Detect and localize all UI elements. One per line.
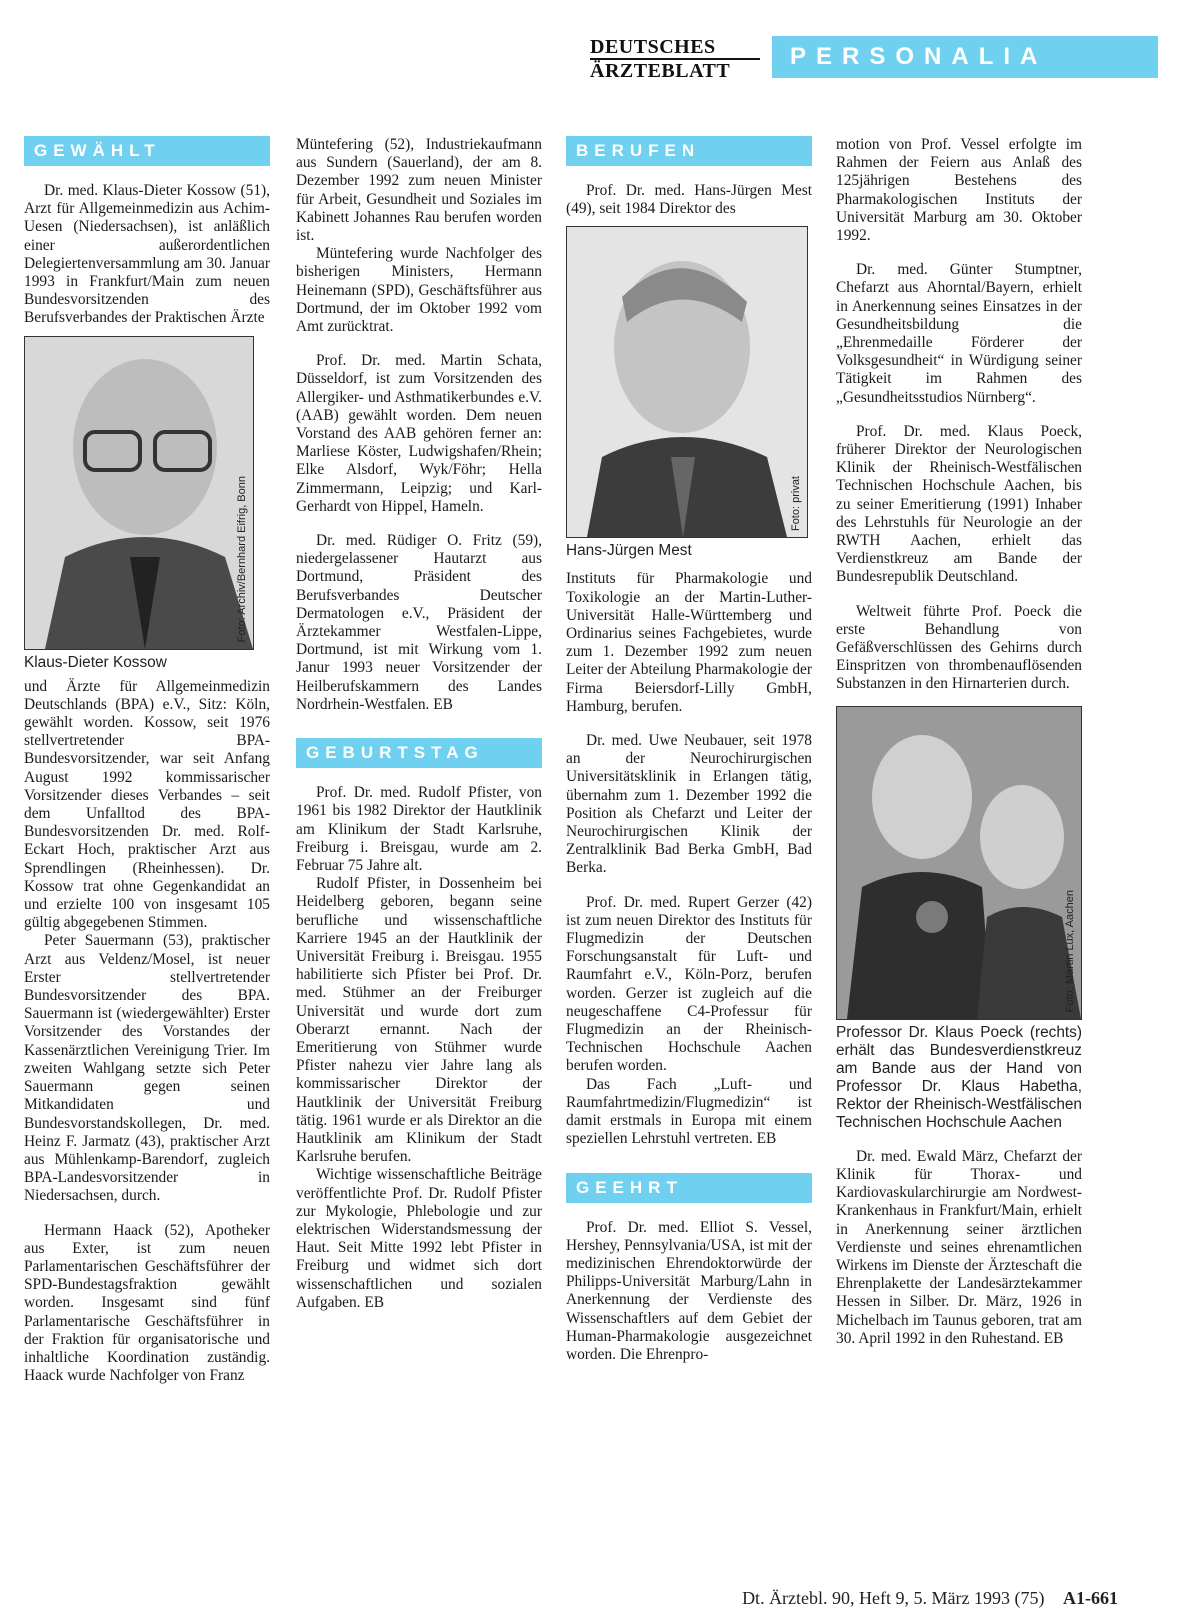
masthead-line1: DEUTSCHES (590, 36, 716, 58)
article-gerzer-2: Das Fach „Luft- und Raumfahrtmedizin/Flugmedizin“ ist damit erstmals in Europa mit einem speziellen Lehrstuhl vertreten. EB (566, 1075, 812, 1148)
heading-geburtstag: GEBURTSTAG (296, 738, 542, 768)
photo-mest (566, 226, 808, 538)
column-4 (836, 136, 1082, 1348)
footer-citation: Dt. Ärztebl. 90, Heft 9, 5. März 1993 (75) (742, 1588, 1045, 1608)
article-muentefering-2: Müntefering wurde Nachfolger des bisherigen Ministers, Hermann Heinemann (SPD), Geschäftsführer aus Dortmund, der im Oktober 1992 vom Amt zurücktrat. (296, 245, 542, 336)
article-gerzer: Prof. Dr. med. Rupert Gerzer (42) ist zum neuen Direktor des Instituts für Flugmedizin der Deutschen Forschungsanstalt für Luft- und Raumfahrt e.V., Köln-Porz, berufen worden. Gerzer ist zugleich auf die neugeschaffene C4-Professur für Flugmedizin an der Rheinisch-Technischen Hochschule Aachen berufen worden. (566, 893, 812, 1075)
heading-gewaehlt: GEWÄHLT (24, 136, 270, 166)
column-2 (296, 136, 542, 1312)
photo-kossow (24, 336, 254, 650)
section-banner: PERSONALIA (772, 36, 1158, 78)
article-mest-cont: Instituts für Pharmakologie und Toxikologie an der Martin-Luther-Universität Halle-Württemberg und Ordinarius seines Fachgebietes, wurde zum 1. Dezember 1992 zum neuen Leiter der Abteilung Pharmakologie der Firma Beiersdorf-Lilly GmbH, Hamburg, berufen. (566, 570, 812, 715)
photo-credit: Foto: privat (789, 476, 802, 532)
masthead (590, 38, 760, 80)
photo-caption: Professor Dr. Klaus Poeck (rechts) erhält das Bundesverdienstkreuz am Bande aus der Hand von Professor Dr. Klaus Habetha, Rektor der Rheinisch-Westfälischen Technischen Hochschule Aachen (836, 1023, 1082, 1131)
article-poeck: Prof. Dr. med. Klaus Poeck, früherer Direktor der Neurologischen Klinik der Rheinisch-Westfälischen Technischen Hochschule Aachen, bis zu seiner Emeritierung (1991) Inhaber des Lehrstuhls für Neurologie an der RWTH Aachen, erhielt das Verdienstkreuz am Bande der Bundesrepublik Deutschland. (836, 422, 1082, 586)
photo-caption: Hans-Jürgen Mest (566, 542, 692, 560)
article-poeck-2: Weltweit führte Prof. Poeck die erste Behandlung von Gefäßverschlüssen des Gehirns durch Einspritzen von thrombenauflösenden Substanzen in den Hirnarterien durch. (836, 602, 1082, 693)
article-mest: Prof. Dr. med. Hans-Jürgen Mest (49), seit 1984 Direktor des (566, 182, 812, 218)
article-stumptner: Dr. med. Günter Stumptner, Chefarzt aus Ahorntal/Bayern, erhielt in Anerkennung seines Einsatzes in der Gesundheitsbildung die „Ehrenmedaille Förderer der Volksgesundheit“ in Würdigung seiner Tätigkeit im Rahmen des „Gesundheitsstudios Nürnberg“. (836, 261, 1082, 406)
article-kossow: Dr. med. Klaus-Dieter Kossow (51), Arzt für Allgemeinmedizin aus Achim-Uesen (Niedersachsen), ist anläßlich einer außerordentlichen Delegiertenversammlung am 30. Januar 1993 in Frankfurt/Main zum neuen Bundesvorsitzenden des Berufsverbandes der Praktischen Ärzte (24, 182, 270, 327)
article-kossow-cont: und Ärzte für Allgemeinmedizin Deutschlands (BPA) e.V., Sitz: Köln, gewählt worden. Kossow, seit 1976 stellvertretender BPA-Bundesvorsitzender, war seit Anfang August 1992 kommissarischer Vorsitzender dieses Verbandes – seit dem Unfalltod des BPA-Bundesvorsitzenden Dr. med. Rolf-Eckart Hoch, praktischer Arzt aus Sprendlingen (Rheinhessen). Dr. Kossow trat ohne Gegenkandidat an und erzielte 100 von insgesamt 105 gültig abgegebenen Stimmen. (24, 677, 270, 932)
article-schata: Prof. Dr. med. Martin Schata, Düsseldorf, ist zum Vorsitzenden des Allergiker- und Asthmatikerbundes e.V. (AAB) gewählt worden. Dem neuen Vorstand des AAB gehören ferner an: Marliese Köster, Ludwigshafen/Rhein; Elke Alsdorf, Wyk/Föhr; Hella Zimmermann, Leipzig; und Karl-Gerhardt von Hippel, Hameln. (296, 352, 542, 515)
portrait-illustration (25, 337, 253, 649)
photo-caption: Klaus-Dieter Kossow (24, 653, 167, 671)
heading-geehrt: GEEHRT (566, 1173, 812, 1203)
column-1 (24, 136, 270, 1385)
page-footer (742, 1588, 1118, 1609)
article-vessel-cont: motion von Prof. Vessel erfolgte im Rahmen der Feiern aus Anlaß des 125jährigen Bestehens des Pharmakologischen Instituts der Universität Marburg am 30. Oktober 1992. (836, 136, 1082, 245)
page-number: A1-661 (1063, 1588, 1118, 1608)
photo-credit: Foto: Archiv/Bernhard Eifrig, Bonn (235, 476, 248, 643)
article-fritz: Dr. med. Rüdiger O. Fritz (59), niedergelassener Hautarzt aus Dortmund, Präsident des Berufsverbandes Deutscher Dermatologen e.V., Präsident der Ärztekammer Westfalen-Lippe, Dortmund, ist mit Wirkung vom 1. Janur 1993 neuer Vorsitzender der Heilberufskammern des Landes Nordrhein-Westfalen. EB (296, 532, 542, 713)
portrait-illustration (567, 227, 807, 537)
heading-berufen: BERUFEN (566, 136, 812, 166)
article-pfister-3: Wichtige wissenschaftliche Beiträge veröffentlichte Prof. Dr. Rudolf Pfister zur Mykologie, Phlebologie und zur elektrischen Widerstandsmessung der Haut. Seit Mitte 1992 lebt Pfister in Freiburg und widmet sich dort wissenschaftlichen und sozialen Aufgaben. EB (296, 1166, 542, 1311)
article-sauermann: Peter Sauermann (53), praktischer Arzt aus Veldenz/Mosel, ist neuer Erster stellvertretender Bundesvorsitzender des BPA. Sauermann ist (wiedergewählter) Erster Vorsitzender des Vorstandes der Kassenärztlichen Vereinigung Trier. Im zweiten Wahlgang setzte sich Peter Sauermann gegen seinen Mitkandidaten und Bundesvorstandskollegen, Dr. med. Heinz F. Jarmatz (43), praktischer Arzt aus Mühlenkamp-Barendorf, zugleich BPA-Landesvorsitzender in Niedersachsen, durch. (24, 932, 270, 1205)
column-3 (566, 136, 812, 1364)
portrait-illustration (837, 707, 1081, 1019)
photo-credit: Foto: Martin Lux, Aachen (1063, 890, 1076, 1013)
article-vessel: Prof. Dr. med. Elliot S. Vessel, Hershey, Pennsylvania/USA, ist mit der medizinischen Ehrendoktorwürde der Philipps-Universität Marburg/Lahn in Anerkennung der Verdienste des Wissenschaftlers auf dem Gebiet der Human-Pharmakologie ausgezeichnet worden. Die Ehrenpro- (566, 1218, 812, 1363)
article-pfister-2: Rudolf Pfister, in Dossenheim bei Heidelberg geboren, begann seine berufliche und wissenschaftliche Karriere 1945 an der Hautklinik der Universität Freiburg i. Breisgau. 1955 habilitierte sich Pfister bei Prof. Dr. med. Stühmer an der Freiburger Universität und wurde dort zum Oberarzt ernannt. Nach der Emeritierung von Stühmer wurde Pfister nahezu vier Jahre lang als kommissarischer Direktor der Hautklinik der Universität Freiburg tätig. 1961 wurde er als Direktor an die Hautklinik am Klinikum der Stadt Karlsruhe berufen. (296, 875, 542, 1166)
photo-poeck (836, 706, 1082, 1020)
article-muentefering: Müntefering (52), Industriekaufmann aus Sundern (Sauerland), der am 8. Dezember 1992 zum neuen Minister für Arbeit, Gesundheit und Soziales im Kabinett Johannes Rau berufen worden ist. (296, 136, 542, 245)
article-pfister: Prof. Dr. med. Rudolf Pfister, von 1961 bis 1982 Direktor der Hautklinik am Klinikum der Stadt Karlsruhe, Freiburg i. Breisgau, wurde am 2. Februar 75 Jahre alt. (296, 784, 542, 874)
masthead-line2: ÄRZTEBLATT (590, 60, 731, 82)
article-haack: Hermann Haack (52), Apotheker aus Exter, ist zum neuen Parlamentarischen Geschäftsführer der SPD-Bundestagsfraktion gewählt worden. Insgesamt sind fünf Parlamentarische Geschäftsführer in der Fraktion für organisatorische und inhaltliche Koordination zuständig. Haack wurde Nachfolger von Franz (24, 1221, 270, 1385)
article-neubauer: Dr. med. Uwe Neubauer, seit 1978 an der Neurochirurgischen Universitätsklinik in Erlangen tätig, übernahm zum 1. Dezember 1992 die Position als Chefarzt und Leiter der Neurochirurgischen Klinik der Zentralklinik Bad Berka GmbH, Bad Berka. (566, 732, 812, 877)
article-maerz: Dr. med. Ewald März, Chefarzt der Klinik für Thorax- und Kardiovaskularchirurgie am Nordwest-Krankenhaus in Frankfurt/Main, erhielt in Anerkennung seiner ärztlichen Verdienste und seines ehrenamtlichen Wirkens im Dienste der Ärzteschaft die Ehrenplakette der Landesärztekammer Hessen in Silber. Dr. März, 1926 in Michelbach im Taunus geboren, trat am 30. April 1992 in den Ruhestand. EB (836, 1147, 1082, 1347)
